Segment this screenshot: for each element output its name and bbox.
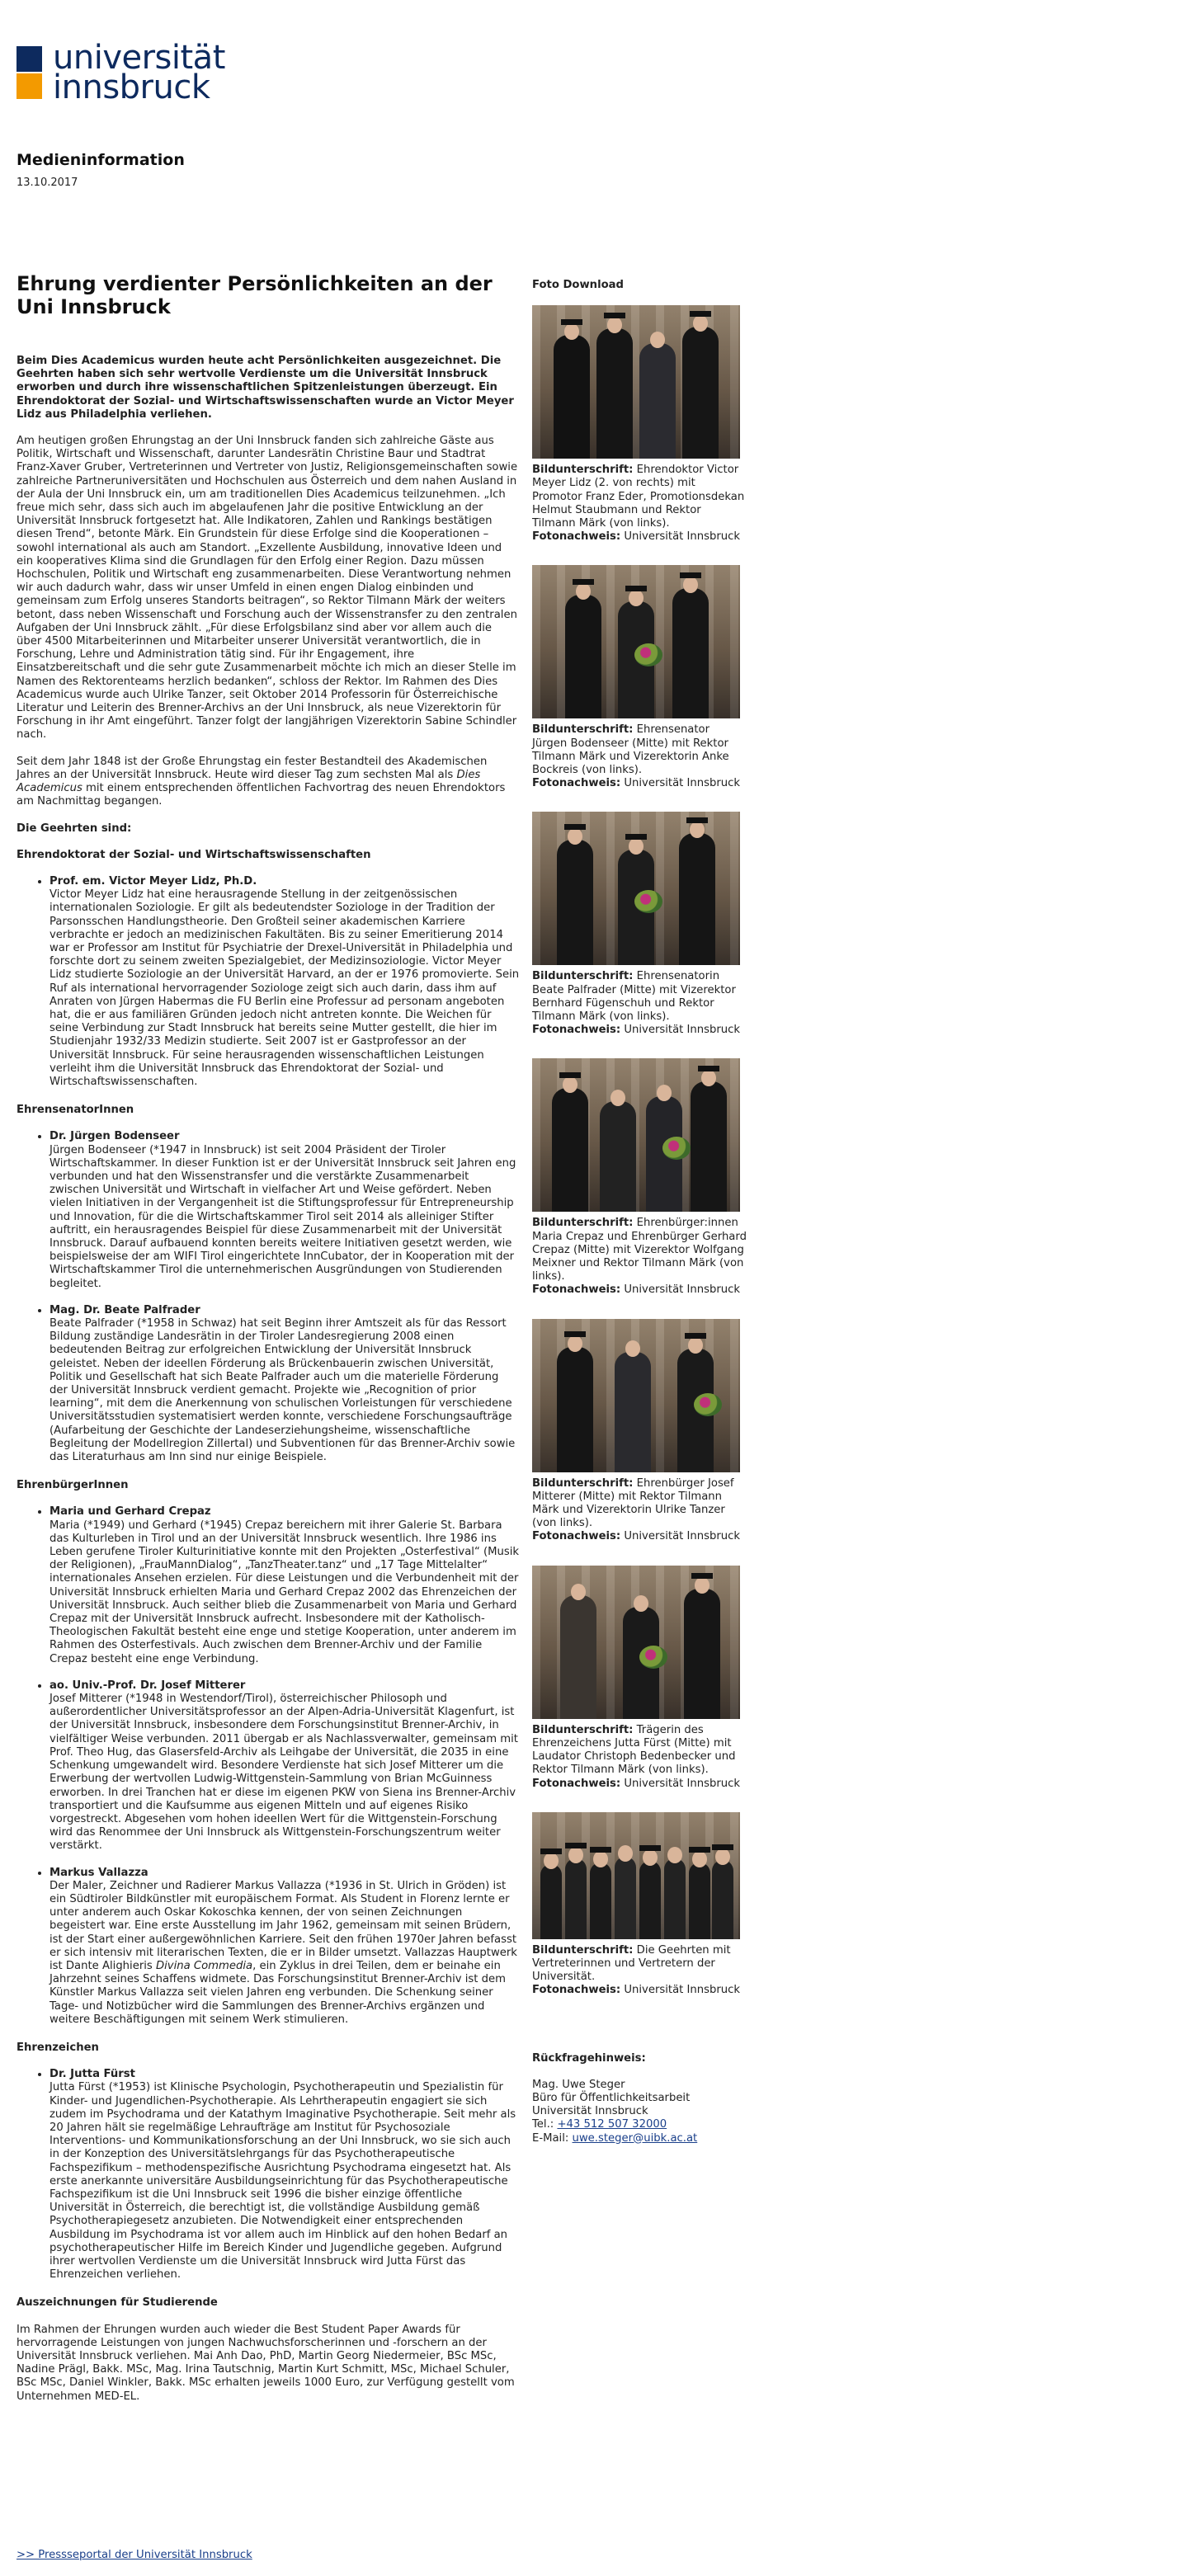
ehrensenatoren-heading: EhrensenatorInnen [16, 1104, 134, 1117]
ehrenbuerger-heading: EhrenbürgerInnen [16, 1479, 129, 1492]
honoree-item: • ao. Univ.-Prof. Dr. Josef Mitterer Josef Mitterer (*1948 in Westendorf/Tirol), österreichischer Philosoph und außerordentlicher Universitätsprofessor an der Alpen-Adria-Universität Klagenfurt, ist der Universität Innsbruck, insbesondere dem Forschungsinstitut Brenner-Archiv, in vielfältiger Weise verbunden. 2011 übergab er als Nachlassverwalter, gemeinsam mit Prof. Theo Hug, das Glasersfeld-Archiv als Leihgabe der Universität, die 2035 in eine Schenkung umgewandelt wird. Besondere Verdienste hat sich Josef Mitterer um die Erwerbung der wertvollen Ludwig-Wittgenstein-Sammlung von Brian McGuinness erworben. In drei Tranchen hat er diese im eigenen PKW von Siena ins Brenner-Archiv transportiert und die Kaufsumme aus eigenen Mitteln und auf eigenes Risiko vorgestreckt. Abgesehen vom hohen ideellen Wert für die Wittgenstein-Forschung wird das Renommee der Uni Innsbruck als Wittgenstein-Forschungszentrum weiter verstärkt. [50, 1679, 520, 1853]
honoree-list [50, 875, 520, 1089]
photo-caption: Bildunterschrift: Ehrenbürger:innen Maria Crepaz und Ehrenbürger Gerhard Crepaz (Mitte) mit Vizerektor Wolfgang Meixner und Rektor Tilmann Märk (von links). Fotonachweis: Universität Innsbruck [532, 1217, 747, 1297]
contact-department: Büro für Öffentlichkeitsarbeit [532, 2091, 691, 2104]
phone-link[interactable]: +43 512 507 32000 [557, 2118, 667, 2131]
photo-caption: Bildunterschrift: Ehrendoktor Victor Meyer Lidz (2. von rechts) mit Promotor Franz Eder, Promotionsdekan Helmut Staubmann und Rektor Tilmann Märk (von links). Fotonachweis: Universität Innsbruck [532, 464, 745, 544]
contact-heading: Rückfragehinweis: [532, 2051, 646, 2065]
section-title: Medieninformation [16, 151, 185, 169]
honoree-item: • Maria und Gerhard Crepaz Maria (*1949) und Gerhard (*1945) Crepaz bereichern mit ihrer Galerie St. Barbara das Kulturleben in Tirol und an der Universität Innsbruck wesentlich. Ihre 1986 ins Leben gerufene Tiroler Kulturinitiative konnte mit den Projekten „Osterfestival“ (Musik der Religionen), „FrauMannDialog“, „TanzTheater.tanz“ und „17 Tage Mittelalter“ internationales Ansehen erzielen. Für diese Leistungen und die Verbundenheit mit der Universität Innsbruck erhielten Maria und Gerhard Crepaz 2002 das Ehrenzeichen der Universität Innsbruck. Auch seither blieb die Zusammenarbeit von Maria und Gerhard Crepaz mit der Universität Innsbruck aufrecht. Insbesondere mit der Katholisch-Theologischen Fakultät besteht eine enge und stetige Kooperation, unter anderem im Rahmen des Osterfestivals. Auch zwischen dem Brenner-Archiv und der Familie Crepaz besteht eine enge Verbindung. [50, 1505, 520, 1665]
article [16, 272, 520, 2417]
photo-figure [532, 1058, 747, 1297]
photo-caption: Bildunterschrift: Die Geehrten mit Vertreterinnen und Vertretern der Universität. Fotonachweis: Universität Innsbruck [532, 1943, 741, 1997]
honoree-item: • Mag. Dr. Beate Palfrader Beate Palfrader (*1958 in Schwaz) hat seit Beginn ihrer Amtszeit als für das Ressort Bildung zuständige Landesrätin in der Tiroler Landesregierung 2008 einen bedeutenden Beitrag zur erfolgreichen Entwicklung der Universität Innsbruck geleistet. Neben der ideellen Förderung als Brückenbauerin zwischen Universität, Politik und Gesellschaft hat sich Beate Palfrader auch um die materielle Förderung der Universität Innsbruck verdient gemacht. Projekte wie „Recognition of prior learning“, mit dem die Anerkennung von schulischen Vorleistungen für verschiedene Universitätsstudien systematisiert werden konnte, verschiedene Forschungsaufträge (Aufarbeitung der Geschichte der Landeserziehungsheime, wissenschaftliche Begleitung der Modellregion Zillertal) und Subventionen für das Brenner-Archiv sowie das Literaturhaus am Inn sind nur einige Beispiele. [50, 1304, 520, 1464]
ceremony-photo[interactable] [532, 1319, 740, 1472]
ehrenzeichen-heading: Ehrenzeichen [16, 2041, 99, 2054]
email-link[interactable]: uwe.steger@uibk.ac.at [572, 2131, 698, 2145]
honoree-item: • Prof. em. Victor Meyer Lidz, Ph.D. Victor Meyer Lidz hat eine herausragende Stellung in der zeitgenössischen internationalen Soziologie. Er gilt als bedeutendster Soziologe in der Tradition der Parsonsschen Handlungstheorie. Den Großteil seiner akademischen Karriere verbrachte er jedoch an medizinischen Fakultäten. Bis zu seiner Emeritierung 2014 war er Professor am Institut für Psychiatrie der Drexel-Universität in Philadelphia und forschte dort zu seinem zweiten Spezialgebiet, der Medizinsoziologie. Victor Meyer Lidz studierte Soziologie an der Universität Harvard, an der er 1976 promovierte. Sein Ruf als international hervorragender Soziologe zeigt sich auch darin, dass ihm auf Anraten von Jürgen Habermas die FU Berlin eine Professur ad personam angeboten hat, die er aus familiären Gründen jedoch nicht antreten konnte. Die Weichen für seine Verbindung zur Stadt Innsbruck hat bereits seine Mutter gestellt, die hier im Studienjahr 1932/33 Medizin studierte. Seit 2007 ist er Gastprofessor an der Universität Innsbruck. Für seine herausragenden wissenschaftlichen Leistungen verleiht ihm die Universität Innsbruck das Ehrendoktorat der Sozial- und Wirtschaftswissenschaften. [50, 875, 520, 1089]
photo-caption: Bildunterschrift: Ehrenbürger Josef Mitterer (Mitte) mit Rektor Tilmann Märk und Vizerektorin Ulrike Tanzer (von links). Fotonachweis: Universität Innsbruck [532, 1476, 741, 1543]
honoree-list [50, 1505, 520, 2027]
photo-figure [532, 1566, 747, 1791]
article-paragraph: Am heutigen großen Ehrungstag an der Uni Innsbruck fanden sich zahlreiche Gäste aus Politik, Wirtschaft und Wissenschaft, darunter Landesrätin Christine Baur und Stadtrat Franz-Xaver Gruber, Vertreterinnen und Vertreter von Justiz, Religionsgemeinschaften sowie zahlreiche Partneruniversitäten und Hochschulen aus Österreich und dem nahen Ausland in der Aula der Uni Innsbruck ein, um am traditionellen Dies Academicus teilzunehmen. „Ich freue mich sehr, dass sich auch im abgelaufenen Jahr die positive Entwicklung an der Universität Innsbruck fortgesetzt hat. Alle Indikatoren, Zahlen und Rankings bestätigen diesen Trend“, betonte Märk. Ein Grundstein für diese Erfolge sind die Kooperationen – sowohl international als auch am Standort. „Exzellente Ausbildung, innovative Ideen und ein kooperatives Klima sind die Grundlagen für den Erfolg einer Region. Dazu müssen Hochschulen, Politik und Wirtschaft eng zusammenarbeiten. Diese Verantwortung nehmen wir auch dadurch wahr, dass wir unser Umfeld in einen engen Dialog einbinden und gemeinsam zum Erfolg unseres Standorts beitragen“, so Rektor Tilmann Märk der weiters betont, dass neben Wissenschaft und Forschung auch der Wissenstransfer zu den zentralen Aufgaben der Uni Innsbruck zählt. „Für diese Erfolgsbilanz sind aber vor allem auch die über 4500 Mitarbeiterinnen und Mitarbeiter unserer Universität verantwortlich, die in Forschung, Lehre und Administration tätig sind. Für ihr Engagement, ihre Einsatzbereitschaft und die sehr gute Zusammenarbeit möchte ich mich an dieser Stelle im Namen des Rektorenteams herzlich bedanken“, schloss der Rektor. Im Rahmen des Dies Academicus wurde auch Ulrike Tanzer, seit Oktober 2014 Professorin für Österreichische Literatur und Leiterin des Brenner-Archivs an der Uni Innsbruck, als neue Vizerektorin für Forschung in ihr Amt eingeführt. Tanzer folgt der langjährigen Vizerektorin Sabine Schindler nach. [16, 435, 518, 742]
honoree-item: • Dr. Jürgen Bodenseer Jürgen Bodenseer (*1947 in Innsbruck) ist seit 2004 Präsident der Tiroler Wirtschaftskammer. In dieser Funktion ist er der Universität Innsbruck seit Jahren eng verbunden und hat den Wissenstransfer und die verstärkte Zusammenarbeit zwischen Universität und Wirtschaft in vielfacher Art und Weise gefördert. Neben vielen Initiativen in der Vergangenheit ist die Stiftungsprofessur für Entrepreneurship und Innovation, für die die Wirtschaftskammer Tirol seit 2014 als alleiniger Stifter auftritt, ein herausragendes Beispiel für diese Zusammenarbeit mit der Universität Innsbruck. Darauf aufbauend konnten bereits weitere Initiativen gesetzt werden, wie beispielsweise der am WIFI Tirol eingerichtete InnCubator, der in Kooperation mit der Wirtschaftskammer Tirol die unternehmerischen Ausgründungen von Studierenden begleitet. [50, 1130, 520, 1290]
contact-email-row: E-Mail: uwe.steger@uibk.ac.at [532, 2131, 698, 2145]
awards-paragraph: Im Rahmen der Ehrungen wurden auch wieder die Best Student Paper Awards für hervorragende Leistungen von jungen Nachwuchsforscherinnen und -forschern an der Universität Innsbruck verliehen. Mai Anh Dao, PhD, Martin Georg Niedermeier, BSc MSc, Nadine Prägl, Bakk. MSc, Mag. Irina Tautschnig, Martin Kurt Schmitt, MSc, Michael Schuler, BSc MSc, Daniel Winkler, Bakk. MSc erhalten jeweils 1000 Euro, zur Verfügung gestellt vom Unternehmen MED-EL. [16, 2323, 515, 2403]
photo-figure [532, 1319, 747, 1544]
ehrendoktorat-heading: Ehrendoktorat der Sozial- und Wirtschaftswissenschaften [16, 848, 371, 861]
release-date: 13.10.2017 [16, 177, 78, 189]
ceremony-photo[interactable] [532, 1058, 740, 1212]
photo-figure [532, 305, 747, 544]
press-portal-link[interactable]: >> Pressseportal der Universität Innsbruck [16, 2549, 252, 2561]
ceremony-photo[interactable] [532, 305, 740, 459]
contact-block [532, 2052, 747, 2145]
logo-wordmark: universität innsbruck [53, 39, 225, 106]
honoree-item: • Markus Vallazza Der Maler, Zeichner und Radierer Markus Vallazza (*1936 in St. Ulrich in Gröden) ist ein Südtiroler Bildkünstler mit europäischem Format. Als Student in Florenz lernte er unter anderem auch Oskar Kokoschka kennen, der von seinen Zeichnungen begeistert war. Eine erste Ausstellung im Jahr 1962, gemeinsam mit seinen Brüdern, ist der Start einer außergewöhnlichen Karriere. Seit den frühen 1970er Jahren befasst er sich intensiv mit literarischen Texten, die er in Bilder umsetzt. Vallazzas Hauptwerk ist Dante Alighieris Divina Commedia, ein Zyklus in drei Teilen, dem er beinahe ein Jahrzehnt seines Schaffens widmete. Das Forschungsinstitut Brenner-Archiv ist dem Künstler Markus Vallazza seit vielen Jahren eng verbunden. Die Schenkung seiner Tage- und Notizbücher wird die Sammlungen des Brenner-Archivs ergänzen und weitere Beschäftigungen mit seinem Werk stimulieren. [50, 1867, 520, 2027]
contact-organisation: Universität Innsbruck [532, 2105, 648, 2118]
honoree-list [50, 1130, 520, 1464]
ceremony-photo[interactable] [532, 565, 740, 718]
photo-figure [532, 1812, 747, 1998]
article-lead: Beim Dies Academicus wurden heute acht Persönlichkeiten ausgezeichnet. Die Geehrten haben sich sehr wertvolle Verdienste um die Universität Innsbruck erworben und durch ihre wissenschaftlichen Spitzenleistungen überzeugt. Ein Ehrendoktorat der Sozial- und Wirtschaftswissenschaften wurde an Victor Meyer Lidz aus Philadelphia verliehen. [16, 355, 514, 421]
ceremony-photo[interactable] [532, 1566, 740, 1719]
contact-name: Mag. Uwe Steger [532, 2078, 625, 2091]
ceremony-photo[interactable] [532, 1812, 740, 1939]
awards-heading: Auszeichnungen für Studierende [16, 2296, 218, 2310]
article-paragraph: Seit dem Jahr 1848 ist der Große Ehrungstag ein fester Bestandteil des Akademischen Jahres an der Universität Innsbruck. Heute wird dieser Tag zum sechsten Mal als Dies Academicus mit einem entsprechenden öffentlichen Fachvortrag des neuen Ehrendoktors am Nachmittag begangen. [16, 755, 506, 808]
contact-phone-row: Tel.: +43 512 507 32000 [532, 2118, 667, 2131]
sidebar [532, 279, 747, 2145]
honoree-item: • Dr. Jutta Fürst Jutta Fürst (*1953) ist Klinische Psychologin, Psychotherapeutin und Spezialistin für Kinder- und Jugendlichen-Psychotherapie. Als Lehrtherapeutin engagiert sie sich zudem im Psychodrama und der Katathym Imaginative Psychotherapie. Seit mehr als 20 Jahren hält sie regelmäßige Lehraufträge am Institut für Psychosoziale Interventions- und Kommunikationsforschung an der Uni Innsbruck, wo sie sich auch in der Konzeption des Universitätslehrgangs für das Psychotherapeutische Fachspezifikum – methodenspezifische Ausrichtung Psychodrama eingesetzt hat. Als erste anerkannte universitäre Ausbildungseinrichtung für das Psychotherapeutische Fachspezifikum ist die Uni Innsbruck seit 1996 die bisher einzige öffentliche Universität in Österreich, die berechtigt ist, die vollständige Ausbildung gemäß Psychotherapiegesetz anzubieten. Die Notwendigkeit einer entsprechenden Ausbildung im Psychodrama ist vor allem auch im Hinblick auf den hohen Bedarf an psychotherapeutischer Hilfe im Bereich Kinder und Jugendliche gegeben. Aufgrund ihrer wertvollen Verdienste um die Universität Innsbruck wird Jutta Fürst das Ehrenzeichen verliehen. [50, 2068, 520, 2282]
article-title: Ehrung verdienter Persönlichkeiten an der Uni Innsbruck [16, 272, 493, 318]
ceremony-photo[interactable] [532, 812, 740, 965]
university-logo[interactable] [16, 39, 231, 106]
photo-caption: Bildunterschrift: Ehrensenator Jürgen Bodenseer (Mitte) mit Rektor Tilmann Märk und Vizerektorin Anke Bockreis (von links). Fotonachweis: Universität Innsbruck [532, 723, 741, 790]
photo-caption: Bildunterschrift: Trägerin des Ehrenzeichens Jutta Fürst (Mitte) mit Laudator Christoph Bedenbecker und Rektor Tilmann Märk (von links). Fotonachweis: Universität Innsbruck [532, 1723, 741, 1790]
honoree-list [50, 2068, 520, 2282]
logo-mark-icon [16, 46, 42, 99]
photo-download-heading: Foto Download [532, 279, 624, 291]
photo-figure [532, 812, 747, 1037]
honorees-heading: Die Geehrten sind: [16, 822, 132, 835]
photo-figure [532, 565, 747, 790]
photo-caption: Bildunterschrift: Ehrensenatorin Beate Palfrader (Mitte) mit Vizerektor Bernhard Fügenschuh und Rektor Tilmann Märk (von links). Fotonachweis: Universität Innsbruck [532, 970, 741, 1037]
